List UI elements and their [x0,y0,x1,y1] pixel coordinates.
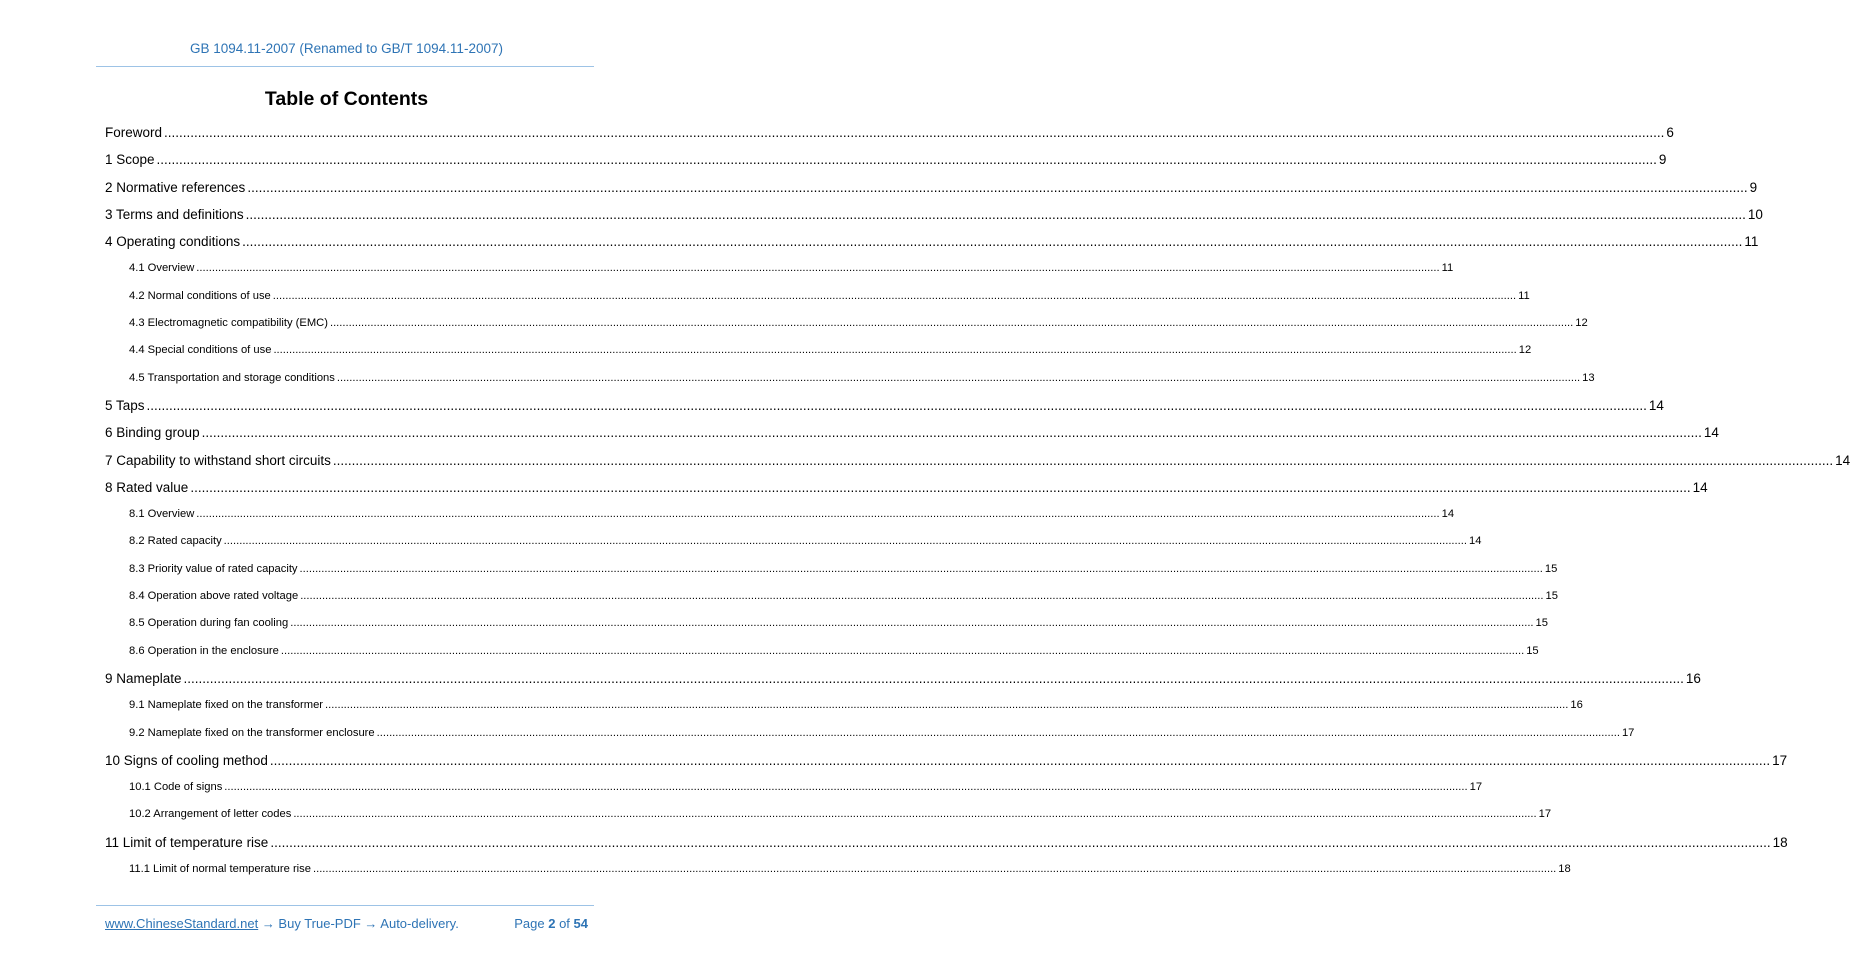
toc-leader-dots: ................................................................................................................................................................................................................................................................................................................................................................................................................ [270,834,1771,850]
toc-leader-dots: ................................................................................................................................................................................................................................................................................................................................................................................................................ [245,206,1746,222]
toc-entry-label: 6 Binding group [105,425,200,441]
toc-entry[interactable] [105,119,1674,146]
toc-entry-label: 8 Rated value [105,479,189,495]
toc-entry[interactable] [129,528,1482,555]
toc-entry-label: 10.1 Code of signs [129,781,223,794]
toc-entry[interactable] [105,146,1667,173]
toc-entry[interactable] [129,692,1583,719]
toc-entry-page: 16 [1570,699,1583,712]
header-divider [96,66,594,67]
toc-entry-label: 1 Scope [105,152,155,168]
toc-entry-page: 10 [1747,206,1763,222]
toc-entry-page: 17 [1621,726,1635,739]
toc-entry-page: 11 [1441,262,1454,275]
toc-entry-label: 3 Terms and definitions [105,206,244,222]
toc-entry[interactable] [105,474,1708,501]
toc-leader-dots: ................................................................................................................................................................................................................................................................................................................................................................................................................ [183,670,1684,686]
footer-left [105,916,459,931]
toc-entry-label: 7 Capability to withstand short circuits [105,452,331,468]
toc-leader-dots: ................................................................................................................................................................................................................................................................................................................................................................................................................ [376,726,1620,739]
toc-entry[interactable] [129,801,1552,828]
toc-entry-label: 5 Taps [105,397,145,413]
toc-entry-page: 15 [1545,590,1558,603]
toc-entry-label: 2 Normative references [105,179,246,195]
toc-entry[interactable] [105,665,1701,692]
page-total: 54 [573,916,588,931]
toc-entry[interactable] [129,556,1558,583]
toc-entry[interactable] [105,747,1788,774]
toc-entry[interactable] [105,228,1759,255]
toc-entry[interactable] [129,283,1530,310]
toc-entry[interactable] [129,720,1635,747]
toc-entry[interactable] [129,501,1455,528]
toc-entry-label: 8.6 Operation in the enclosure [129,644,279,657]
toc-entry[interactable] [129,365,1595,392]
toc-entry[interactable] [129,774,1483,801]
toc-entry-label: 8.3 Priority value of rated capacity [129,562,298,575]
toc-entry-label: 11 Limit of temperature rise [105,834,269,850]
toc-entry-label: 8.2 Rated capacity [129,535,222,548]
toc-entry-page: 17 [1469,781,1483,794]
toc-entry-label: 9 Nameplate [105,670,182,686]
toc-entry[interactable] [105,392,1664,419]
toc-entry[interactable] [129,255,1454,282]
toc-entry-label: 4.1 Overview [129,262,195,275]
toc-entry-label: 11.1 Limit of normal temperature rise [129,863,311,876]
page-header: GB 1094.11-2007 (Renamed to GB/T 1094.11-2007) [190,41,503,56]
toc-leader-dots: ................................................................................................................................................................................................................................................................................................................................................................................................................ [272,289,1517,302]
toc-leader-dots: ................................................................................................................................................................................................................................................................................................................................................................................................................ [269,752,1771,768]
toc-leader-dots: ................................................................................................................................................................................................................................................................................................................................................................................................................ [196,508,1440,521]
toc-entry-label: 4.2 Normal conditions of use [129,289,271,302]
toc-entry[interactable] [129,583,1558,610]
toc-entry-label: Foreword [105,125,163,140]
toc-entry-label: 10.2 Arrangement of letter codes [129,808,292,821]
toc-entry-page: 16 [1685,670,1701,686]
toc-entry[interactable] [105,447,1850,474]
site-link[interactable]: www.ChineseStandard.net [105,916,259,931]
toc-entry-label: 4.3 Electromagnetic compatibility (EMC) [129,317,328,330]
toc-entry-label: 10 Signs of cooling method [105,752,268,768]
toc-leader-dots: ................................................................................................................................................................................................................................................................................................................................................................................................................ [290,617,1534,630]
toc-entry-label: 8.5 Operation during fan cooling [129,617,289,630]
toc-leader-dots: ................................................................................................................................................................................................................................................................................................................................................................................................................ [312,863,1557,876]
toc-leader-dots: ................................................................................................................................................................................................................................................................................................................................................................................................................ [329,317,1574,330]
toc-entry[interactable] [129,337,1532,364]
toc-entry-page: 9 [1658,152,1667,168]
toc-title: Table of Contents [264,88,429,110]
toc-entry[interactable] [105,829,1788,856]
toc-entry[interactable] [129,638,1539,665]
toc-entry-page: 12 [1518,344,1532,357]
footer-tagline: → Buy True-PDF → Auto-delivery. [258,916,459,931]
toc-entry-label: 9.2 Nameplate fixed on the transformer enclosure [129,726,375,739]
toc-entry-page: 15 [1535,617,1548,630]
toc-entry-page: 9 [1749,179,1758,195]
toc-leader-dots: ................................................................................................................................................................................................................................................................................................................................................................................................................ [242,234,1743,250]
toc-leader-dots: ................................................................................................................................................................................................................................................................................................................................................................................................................ [299,562,1543,575]
toc-entry-label: 4.5 Transportation and storage conditions [129,371,335,384]
toc-leader-dots: ................................................................................................................................................................................................................................................................................................................................................................................................................ [273,344,1517,357]
toc-leader-dots: ................................................................................................................................................................................................................................................................................................................................................................................................................ [300,590,1544,603]
toc-leader-dots: ................................................................................................................................................................................................................................................................................................................................................................................................................ [280,644,1525,657]
toc-leader-dots: ................................................................................................................................................................................................................................................................................................................................................................................................................ [190,479,1691,495]
toc-entry-page: 14 [1835,452,1850,468]
toc-entry[interactable] [105,174,1758,201]
toc-entry-page: 15 [1544,562,1558,575]
toc-leader-dots: ................................................................................................................................................................................................................................................................................................................................................................................................................ [325,699,1569,712]
toc-entry-label: 4 Operating conditions [105,234,241,250]
toc-entry-page: 11 [1518,289,1530,302]
toc-entry-page: 17 [1538,808,1552,821]
toc-entry-label: 4.4 Special conditions of use [129,344,272,357]
toc-leader-dots: ................................................................................................................................................................................................................................................................................................................................................................................................................ [201,425,1702,441]
toc-entry-label: 8.1 Overview [129,508,195,521]
toc-entry[interactable] [129,856,1571,883]
toc-entry-page: 14 [1692,479,1708,495]
toc-entry-label: 9.1 Nameplate fixed on the transformer [129,699,324,712]
toc-leader-dots: ................................................................................................................................................................................................................................................................................................................................................................................................................ [164,125,1665,140]
toc-entry-page: 18 [1558,863,1571,876]
toc-entry-page: 14 [1441,508,1455,521]
toc-entry-label: 8.4 Operation above rated voltage [129,590,299,603]
toc-entry[interactable] [105,201,1763,228]
toc-leader-dots: ................................................................................................................................................................................................................................................................................................................................................................................................................ [336,371,1581,384]
toc-entry[interactable] [129,610,1548,637]
toc-entry-page: 18 [1772,834,1788,850]
toc-leader-dots: ................................................................................................................................................................................................................................................................................................................................................................................................................ [293,808,1537,821]
toc-entry-page: 15 [1526,644,1539,657]
toc-entry-page: 14 [1648,397,1664,413]
toc-entry-page: 11 [1744,234,1759,250]
toc-leader-dots: ................................................................................................................................................................................................................................................................................................................................................................................................................ [224,781,1468,794]
toc-entry-page: 6 [1666,125,1674,140]
footer-divider [96,905,594,906]
page-footer [105,916,588,931]
toc-leader-dots: ................................................................................................................................................................................................................................................................................................................................................................................................................ [196,262,1440,275]
toc-entry-page: 13 [1582,371,1595,384]
toc-entry-page: 17 [1772,752,1788,768]
toc-entry-page: 12 [1575,317,1588,330]
toc-leader-dots: ................................................................................................................................................................................................................................................................................................................................................................................................................ [156,152,1657,168]
toc-entry-page: 14 [1468,535,1482,548]
toc-list [105,119,1850,883]
page-current: 2 [548,916,556,931]
toc-leader-dots: ................................................................................................................................................................................................................................................................................................................................................................................................................ [223,535,1467,548]
toc-leader-dots: ................................................................................................................................................................................................................................................................................................................................................................................................................ [247,179,1748,195]
toc-entry-page: 14 [1703,425,1719,441]
toc-entry[interactable] [105,419,1719,446]
toc-leader-dots: ................................................................................................................................................................................................................................................................................................................................................................................................................ [332,452,1834,468]
page-number: Page 2 of 54 [514,916,588,931]
toc-entry[interactable] [129,310,1588,337]
toc-leader-dots: ................................................................................................................................................................................................................................................................................................................................................................................................................ [146,397,1647,413]
